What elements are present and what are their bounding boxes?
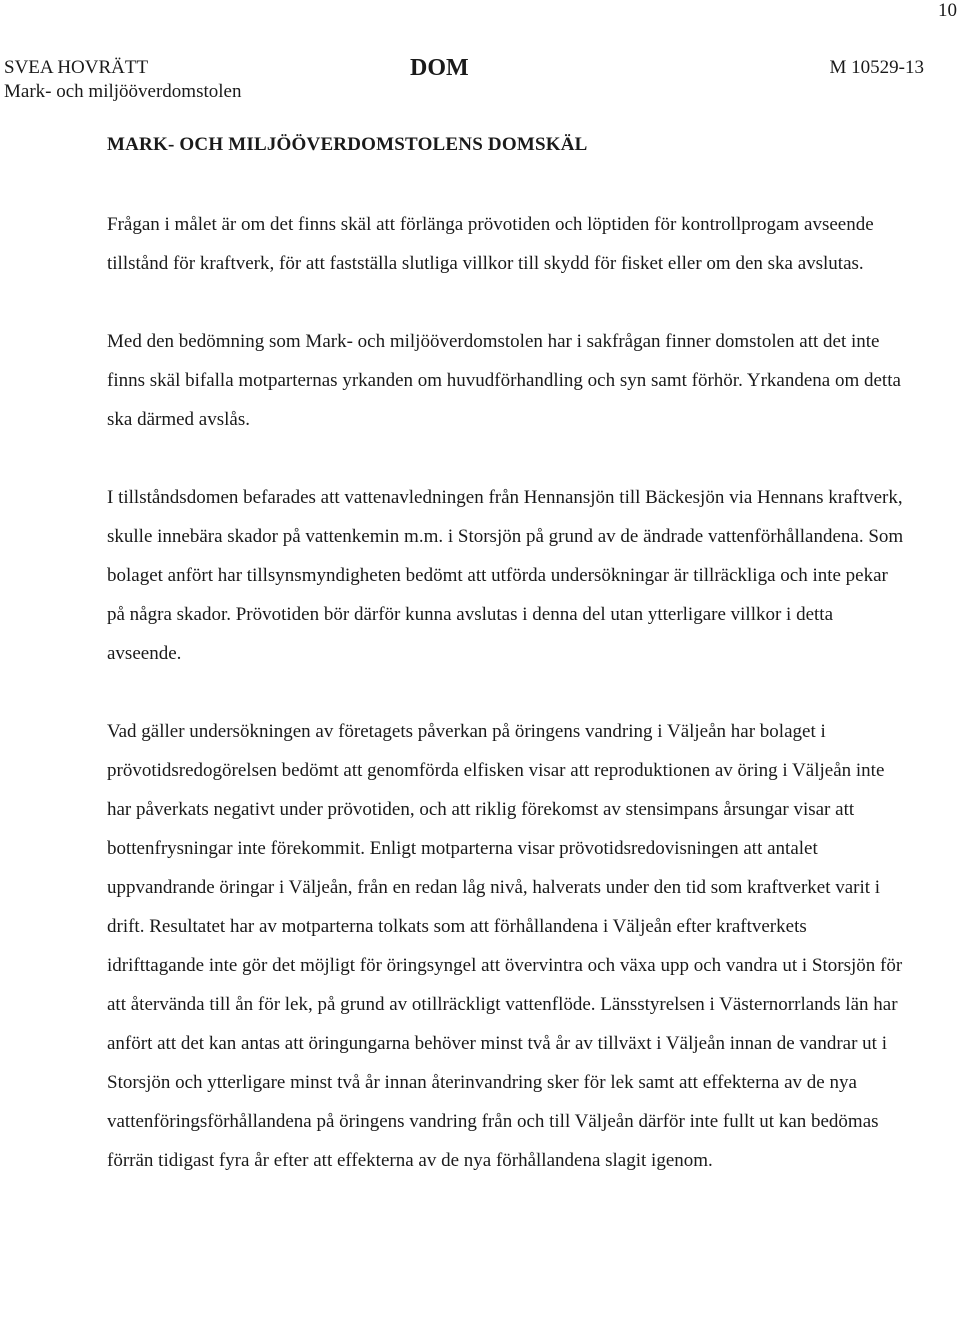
paragraph: I tillståndsdomen befarades att vattenavledningen från Hennansjön till Bäckesjön via Hennans kraftverk, skulle innebära skador på vattenkemin m.m. i Storsjön på grund av de ändrade vattenförhållandena. Som bolaget anfört har tillsynsmyndigheten bedömt att utförda undersökningar är tillräckliga och inte pekar på några skador. Prövotiden bör därför kunna avslutas i denna del utan ytterligare villkor i detta avseende.	[107, 487, 904, 664]
paragraph: Med den bedömning som Mark- och miljööverdomstolen har i sakfrågan finner domstolen att det inte finns skäl bifalla motparternas yrkanden om huvudförhandling och syn samt förhör. Yrkandena om detta ska därmed avslås.	[107, 331, 901, 430]
document-body	[107, 131, 907, 1219]
court-division: Mark- och miljööverdomstolen	[4, 81, 242, 102]
court-name: SVEA HOVRÄTT	[4, 57, 149, 78]
paragraph: Vad gäller undersökningen av företagets påverkan på öringens vandring i Väljeån har bolaget i prövotidsredogörelsen bedömt att genomförda elfisken visar att reproduktionen av öring i Väljeån inte har påverkats negativt under prövotiden, och att riklig förekomst av stensimpans årsungar visar att bottenfrysningar inte förekommit. Enligt motparterna visar prövotidsredovisningen att antalet uppvandrande öringar i Väljeån, från en redan låg nivå, halverats under den tid som kraftverket varit i drift. Resultatet har av motparterna tolkats som att förhållandena i Väljeån efter kraftverkets idrifttagande inte gör det möjligt för öringsyngel att övervintra och växa upp och vandra ut i Storsjön för att återvända till ån för lek, på grund av otillräckligt vattenflöde. Länsstyrelsen i Västernorrlands län har anfört att det kan antas att öringungarna behöver minst två år av tillväxt i Väljeån innan de vandrar ut i Storsjön och ytterligare minst två år innan återinvandring sker för lek samt att effekterna av de nya vattenföringsförhållandena på öringens vandring från och till Väljeån därför inte fullt ut kan bedömas förrän tidigast fyra år efter att effekterna av de nya förhållandena slagit igenom.	[107, 721, 903, 1171]
section-heading: MARK- OCH MILJÖÖVERDOMSTOLENS DOMSKÄL	[107, 134, 588, 155]
paragraph: Frågan i målet är om det finns skäl att förlänga prövotiden och löptiden för kontrollprogam avseende tillstånd för kraftverk, för att fastställa slutliga villkor till skydd för fisket eller om den ska avslutas.	[107, 214, 874, 274]
document-header	[4, 56, 924, 108]
page-number: 10	[938, 0, 957, 21]
document-type: DOM	[410, 55, 469, 81]
case-number: M 10529-13	[829, 57, 924, 78]
